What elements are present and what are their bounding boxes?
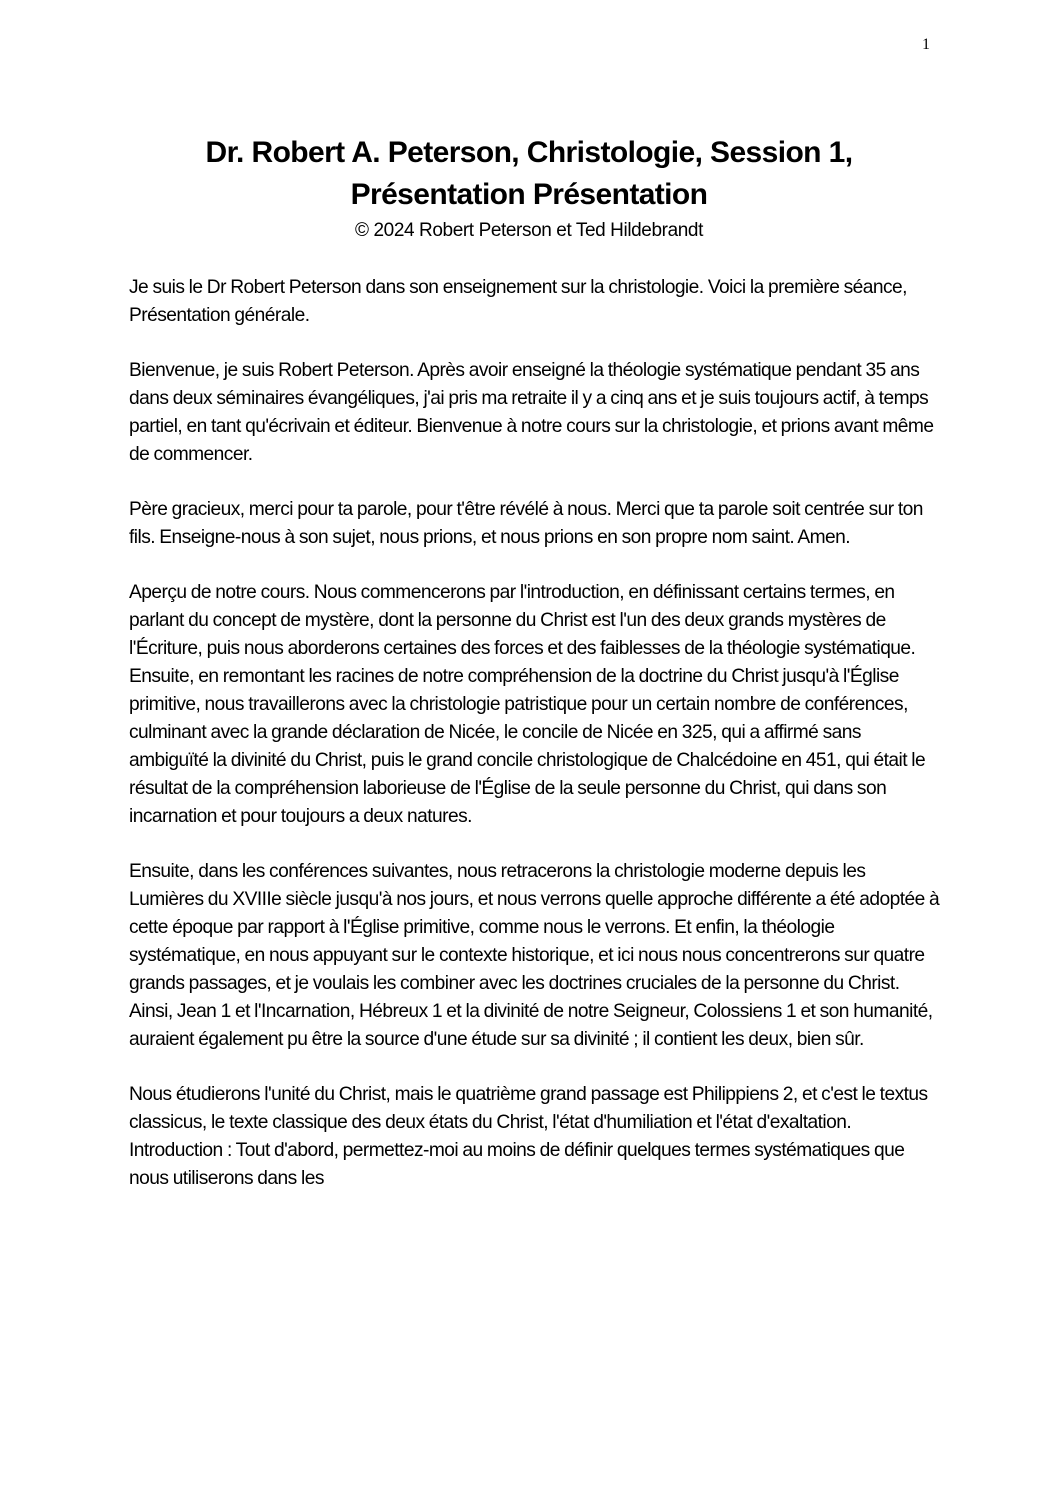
page-number: 1 bbox=[922, 36, 930, 53]
paragraph-unity-of-christ: Nous étudierons l'unité du Christ, mais le quatrième grand passage est Philippiens 2, et c'est le textus classicus, le texte classique des deux états du Christ, l'état d'humiliation et l'état d'exaltation. Introduction : Tout d'abord, permettez-moi au moins de définir quelques termes systématiques que nous utiliserons dans les bbox=[129, 1084, 928, 1189]
title-line-1: Dr. Robert A. Peterson, Christologie, Session 1, bbox=[205, 136, 853, 169]
body-text bbox=[129, 274, 944, 1220]
paragraph-welcome: Bienvenue, je suis Robert Peterson. Après avoir enseigné la théologie systématique pendant 35 ans dans deux séminaires évangéliques, j'ai pris ma retraite il y a cinq ans et je suis toujours actif, à temps partiel, en tant qu'écrivain et éditeur. Bienvenue à notre cours sur la christologie, et prions avant même de commencer. bbox=[129, 360, 934, 465]
copyright-notice: © 2024 Robert Peterson et Ted Hildebrandt bbox=[355, 220, 703, 241]
title-line-2: Présentation Présentation bbox=[350, 178, 708, 211]
document-title bbox=[100, 132, 958, 216]
paragraph-prayer: Père gracieux, merci pour ta parole, pour t'être révélé à nous. Merci que ta parole soit centrée sur ton fils. Enseigne-nous à son sujet, nous prions, et nous prions en son propre nom saint. Amen. bbox=[129, 499, 923, 548]
paragraph-intro: Je suis le Dr Robert Peterson dans son enseignement sur la christologie. Voici la première séance, Présentation générale. bbox=[129, 277, 907, 326]
paragraph-course-overview: Aperçu de notre cours. Nous commencerons par l'introduction, en définissant certains termes, en parlant du concept de mystère, dont la personne du Christ est l'un des deux grands mystères de l'Écriture, puis nous aborderons certaines des forces et des faiblesses de la théologie systématique. Ensuite, en remontant les racines de notre compréhension de la doctrine du Christ jusqu'à l'Église primitive, nous travaillerons avec la christologie patristique pour un certain nombre de conférences, culminant avec la grande déclaration de Nicée, le concile de Nicée en 325, qui a affirmé sans ambiguïté la divinité du Christ, puis le grand concile christologique de Chalcédoine en 451, qui était le résultat de la compréhension laborieuse de l'Église de la seule personne du Christ, qui dans son incarnation et pour toujours a deux natures. bbox=[129, 582, 926, 827]
title-block bbox=[100, 132, 958, 244]
paragraph-modern-christology: Ensuite, dans les conférences suivantes, nous retracerons la christologie moderne depuis les Lumières du XVIIIe siècle jusqu'à nos jours, et nous verrons quelle approche différente a été adoptée à cette époque par rapport à l'Église primitive, comme nous le verrons. Et enfin, la théologie systématique, en nous appuyant sur le contexte historique, et ici nous nous concentrerons sur quatre grands passages, et je voulais les combiner avec les doctrines cruciales de la personne du Christ. Ainsi, Jean 1 et l'Incarnation, Hébreux 1 et la divinité de notre Seigneur, Colossiens 1 et son humanité, auraient également pu être la source d'une étude sur sa divinité ; il contient les deux, bien sûr. bbox=[129, 861, 940, 1050]
